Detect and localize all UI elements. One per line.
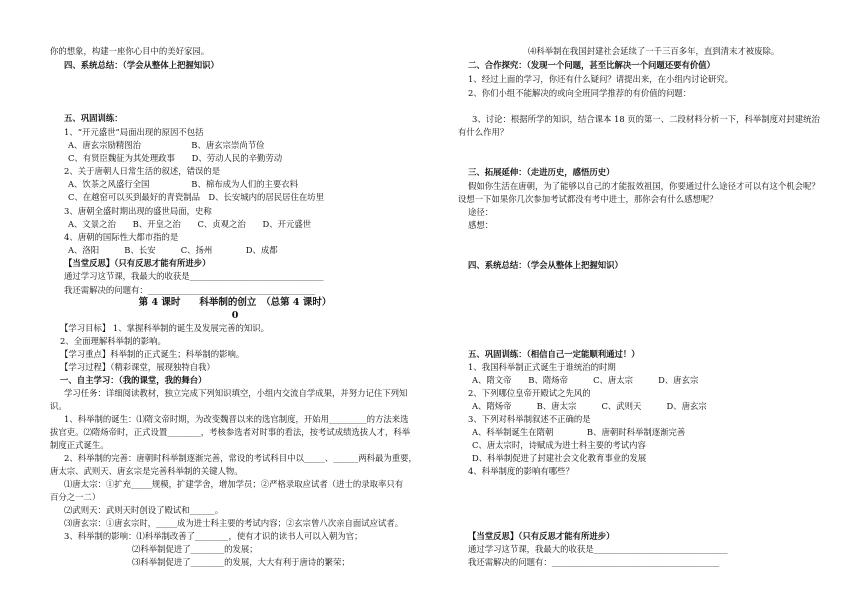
section-heading: 四、系统总结：（学会从整体上把握知识） bbox=[64, 60, 219, 70]
text-line: ⑴唐太宗：①扩充_____规模，扩建学舍，增加学员；②严格录取应试者（进士的录取率只有 bbox=[64, 479, 404, 489]
text-line: ⑷科举制在我国封建社会延续了一千三百多年，直到清末才被废除。 bbox=[528, 46, 780, 56]
option-line: A、唐玄宗励精图治 B、唐玄宗崇尚节俭 bbox=[68, 140, 265, 150]
option-line: D、科举制促进了封建社会文化教育事业的发展 bbox=[472, 453, 647, 463]
reflection-line: 我还需解决的问题有：________________________________________ bbox=[468, 557, 720, 567]
section-heading: 二、合作探究：（发现一个问题，甚至比解决一个问题还要有价值） bbox=[468, 60, 716, 70]
text-line: 感想： bbox=[468, 220, 494, 230]
question: 2、下列哪位皇帝开殿试之先风的 bbox=[468, 388, 591, 398]
section-heading: 四、系统总结：（学会从整体上把握知识） bbox=[468, 260, 623, 270]
text-line: 3、讨论：根据所学的知识，结合课本 18 页的第一、二段材料分析一下，科举制度对封建统治 bbox=[472, 114, 820, 124]
text-line: 你的想象，构建一座你心目中的美好家园。 bbox=[50, 46, 210, 56]
question: 4、科举制度的影响有哪些？ bbox=[468, 466, 574, 476]
reflection-heading: 【当堂反思】（只有反思才能有所进步） bbox=[468, 531, 615, 541]
text-line: ⑵科举制促进了________的发展； bbox=[132, 544, 258, 554]
text-line: 假如你生活在唐朝，为了能够以自己的才能报效祖国，你要通过什么途径才可以有这个机会呢？ bbox=[468, 181, 820, 191]
text-line: 识。 bbox=[50, 401, 67, 411]
option-line: A、文景之治 B、开皇之治 C、贞观之治 D、开元盛世 bbox=[68, 219, 312, 229]
option-line: C、在越窑可以买到最好的青瓷制品 D、长安城内的居民居住在坊里 bbox=[68, 192, 324, 202]
section-heading: 一、自主学习：（我的课堂，我的舞台） bbox=[60, 375, 207, 385]
section-heading: 三、拓展延伸：（走进历史，感悟历史） bbox=[468, 167, 615, 177]
text-line: 百分之一二） bbox=[50, 492, 101, 502]
section-heading: 五、巩固训练： bbox=[64, 113, 123, 123]
learning-process: 【学习过程】（精彩课堂，展现独特自我） bbox=[60, 362, 215, 372]
text-line: 1、科举制的诞生：⑴隋文帝时期，为改变魏晋以来的选官制度，开始用_________的方法来选 bbox=[64, 414, 409, 424]
text-line: 制度正式诞生。 bbox=[50, 440, 109, 450]
option-line: A、隋炀帝 B、唐太宗 C、武则天 D、唐玄宗 bbox=[472, 401, 707, 411]
option-line: A、洛阳 B、长安 C、扬州 D、成都 bbox=[68, 245, 278, 255]
option-line: A、饮茶之风盛行全国 B、棉布成为人们的主要衣料 bbox=[68, 179, 298, 189]
section-heading: 五、巩固训练：（相信自己一定能顺利通过！） bbox=[468, 349, 640, 359]
reflection-line: 我还需解决的问题有：________________________________________ bbox=[64, 285, 316, 295]
learning-goal: 【学习目标】 1、掌握科举制的诞生及发展完善的知识。 bbox=[60, 323, 269, 333]
text-line: ⑵武则天：武则天时创设了殿试和______。 bbox=[64, 505, 224, 515]
question: 3、唐朝全盛时期出现的盛世局面，史称 bbox=[64, 206, 212, 216]
question: 4、唐朝的国际性大都市指的是 bbox=[64, 232, 179, 242]
option-line: C、唐太宗时，诗赋成为进士科主要的考试内容 bbox=[472, 440, 646, 450]
question: 1、我国科举制正式诞生于谁统治的时期 bbox=[468, 362, 616, 372]
text-line: 设想一下如果你几次参加考试都没有考中进士，那你会有什么感想呢？ bbox=[458, 194, 718, 204]
reflection-line: 通过学习这节课，我最大的收获是________________________________ bbox=[468, 544, 728, 554]
option-line: A、隋文帝 B、隋炀帝 C、唐太宗 D、唐玄宗 bbox=[472, 375, 699, 385]
question: 1、“开元盛世”局面出现的原因不包括 bbox=[64, 127, 204, 137]
text-line: 途径： bbox=[468, 207, 494, 217]
lesson-number: 0 bbox=[231, 310, 239, 321]
reflection-line: 通过学习这节课，我最大的收获是________________________________ bbox=[64, 271, 324, 281]
text-line: ⑶唐玄宗：①唐玄宗时，_____成为进士科主要的考试内容；②玄宗曾八次亲自面试应试者。 bbox=[64, 518, 404, 528]
option-line: A、科举制诞生在隋朝 B、唐朝时科举制逐渐完善 bbox=[472, 427, 686, 437]
text-line: 2、你们小组不能解决的或向全班同学推荐的有价值的问题： bbox=[468, 88, 692, 98]
text-line: 2、科举制的完善：唐朝时科举制逐渐完善，常设的考试科目中以_____、______两科最为重要， bbox=[64, 453, 417, 463]
reflection-heading: 【当堂反思】（只有反思才能有所进步） bbox=[64, 258, 211, 268]
question: 2、关于唐朝人日常生活的叙述，错误的是 bbox=[64, 166, 221, 176]
question: 3、下列对科举制叙述不正确的是 bbox=[468, 414, 591, 424]
option-line: C、有贤臣魏征为其处理政事 D、劳动人民的辛勤劳动 bbox=[68, 153, 283, 163]
text-line: 拔官吏。⑵隋炀帝时，正式设置________，考核参选者对时事的看法，按考试成绩选拔人才，科举 bbox=[50, 427, 411, 437]
text-line: 学习任务：详细阅读教材，独立完成下列知识填空，小组内交流自学成果，并努力记住下列知 bbox=[64, 388, 408, 398]
text-line: 1、经过上面的学习，你还有什么疑问？请提出来，在小组内讨论研究。 bbox=[468, 74, 733, 84]
lesson-title: 第 4 课时 科举制的创立 （总第 4 课时） bbox=[138, 297, 332, 308]
text-line: 3、科举制的影响：⑴科举制改善了________，使有才识的读书人可以入朝为官； bbox=[64, 531, 363, 541]
text-line: ⑶科举制促进了________的发展，大大有利于唐诗的繁荣； bbox=[132, 557, 350, 567]
text-line: 唐太宗、武则天、唐玄宗是完善科举制的关键人物。 bbox=[50, 466, 243, 476]
learning-goal: 2、全面理解科举制的影响。 bbox=[60, 336, 166, 346]
learning-focus: 【学习重点】科举制的正式诞生；科举制的影响。 bbox=[60, 349, 245, 359]
text-line: 有什么作用？ bbox=[458, 127, 509, 137]
